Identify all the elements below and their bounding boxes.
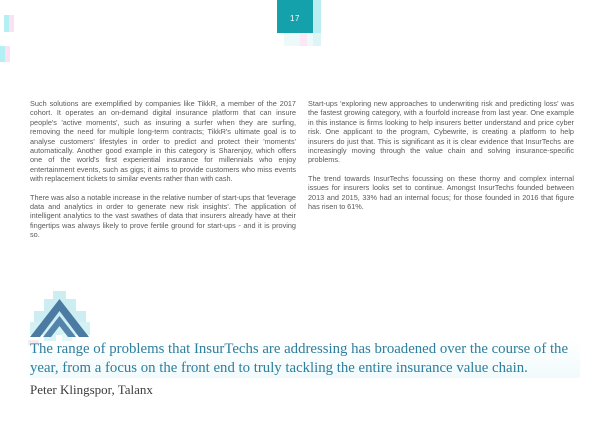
double-chevron-up-icon (30, 291, 90, 341)
pull-quote: The range of problems that InsurTechs are addressing has broadened over the course of the year, from a focus on the front end to truly tackling the entire insurance value chain. (30, 340, 580, 378)
body-paragraph: Start-ups 'exploring new approaches to underwriting risk and predicting loss' was the fastest growing category, with a fourfold increase from last year. One example in this instance is firms looking to help insurers better understand and price cyber risk. One applicant to the program, Cybewrite, is creating a platform to help insurers do just that. This is significant as it is clear evidence that InsurTechs are increasingly moving through the value chain and solving insurance-specific problems. (308, 99, 574, 165)
body-paragraph: There was also a notable increase in the relative number of start-ups that 'leverage data and analytics in order to generate new risk insights'. The application of intelligent analytics to the vast swathes of data that insurers already have at their fingertips was always likely to prove fertile ground for start-ups - and it is proving so. (30, 192, 296, 240)
print-artifact-pink (300, 33, 307, 46)
page-number: 17 (290, 13, 300, 23)
edge-print-mark-pink (9, 15, 14, 32)
body-paragraph: The trend towards InsurTechs focussing on these thorny and complex internal issues for insurers looks set to continue. Amongst InsurTechs founded between 2013 and 2015, 33% had an internal focus; for those founded in 2016 that figure has risen to 61%. (308, 173, 574, 212)
page-number-print-glow (313, 0, 321, 33)
quote-attribution: Peter Klingspor, Talanx (30, 382, 153, 397)
edge-print-mark-pink (5, 46, 10, 62)
print-artifact-cyan (313, 33, 321, 46)
page-number-badge (277, 0, 313, 33)
text-column-right (308, 99, 574, 249)
page-number-ghost-artifact (284, 33, 314, 46)
body-text-columns (30, 99, 574, 249)
body-paragraph: Such solutions are exemplified by companies like TikkR, a member of the 2017 cohort. It operates an on-demand digital insurance platform that can insure people's 'active moments', such as insuring a surfer when they are surfing, removing the need for multiple long-term contracts; TikkR's ultimate goal is to analyse customers' lifestyles in order to predict and protect their 'moments' automatically. Another good example in this category is Sharenjoy, which offers one of the world's first experiential insurance for millennials who enjoy entertainment events, such as gigs; it aims to provide customers who miss events with replacement tickets to similar events rather than with cash. (30, 99, 296, 184)
text-column-left (30, 99, 296, 249)
